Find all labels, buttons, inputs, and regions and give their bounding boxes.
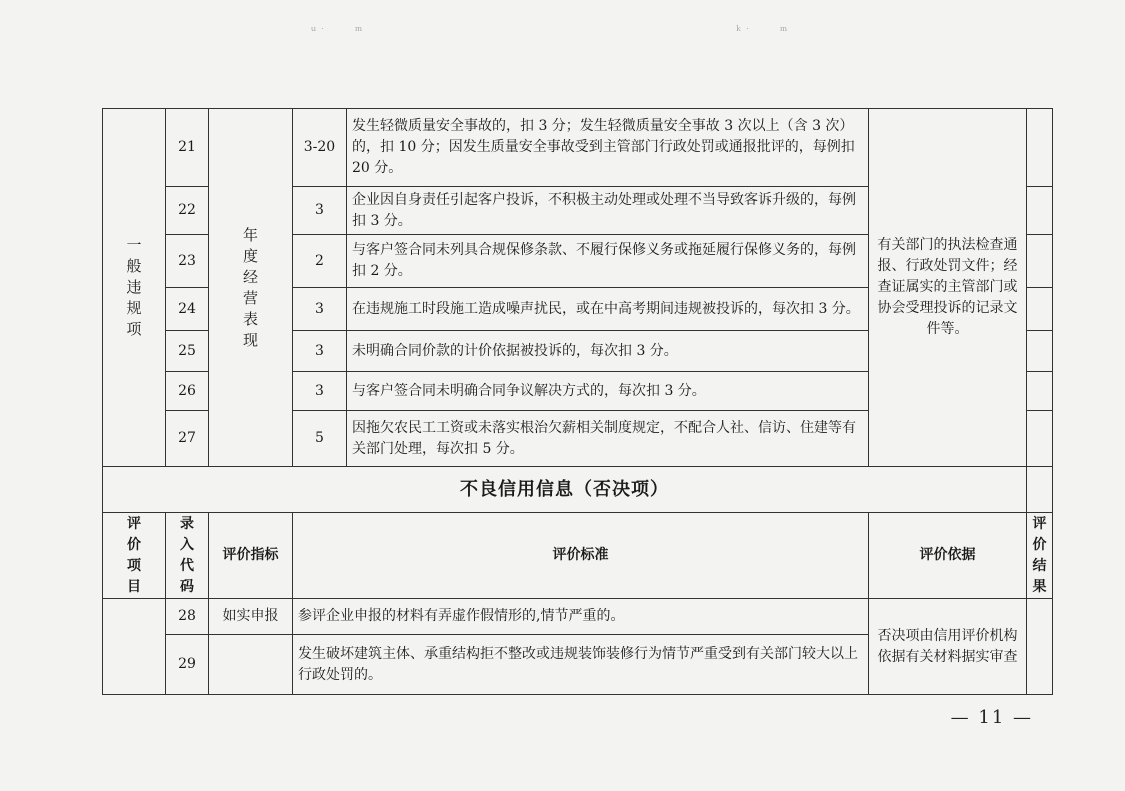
section-title: 不良信用信息（否决项） xyxy=(103,467,1027,513)
table-row xyxy=(103,599,1053,635)
standard-cell: 未明确合同价款的计价依据被投诉的，每次扣 3 分。 xyxy=(347,331,869,372)
code-cell: 21 xyxy=(166,109,209,187)
standard-cell: 发生破坏建筑主体、承重结构拒不整改或违规装饰装修行为情节严重受到有关部门较大以上行政处罚的。 xyxy=(293,635,869,695)
result-cell xyxy=(1027,599,1053,695)
code-cell: 28 xyxy=(166,599,209,635)
code-cell: 27 xyxy=(166,411,209,467)
category-cell: 一 般 违 规 项 xyxy=(103,109,166,467)
standard-cell: 在违规施工时段施工造成噪声扰民，或在中高考期间违规被投诉的，每次扣 3 分。 xyxy=(347,288,869,331)
code-cell: 26 xyxy=(166,372,209,411)
score-cell: 3 xyxy=(293,372,347,411)
table-row xyxy=(103,109,1053,187)
header-item: 评 价 项 目 xyxy=(103,513,166,599)
score-cell: 3 xyxy=(293,331,347,372)
score-cell: 5 xyxy=(293,411,347,467)
code-cell: 23 xyxy=(166,235,209,288)
indicator-cell: 年 度 经 营 表 现 xyxy=(209,109,293,467)
item-cell xyxy=(103,599,166,695)
standard-cell: 参评企业申报的材料有弄虚作假情形的,情节严重的。 xyxy=(293,599,869,635)
result-cell xyxy=(1027,235,1053,288)
header-mark: ｍ xyxy=(355,25,363,33)
header-indicator: 评价指标 xyxy=(209,513,293,599)
result-cell xyxy=(1027,467,1053,513)
standard-cell: 与客户签合同未列具合规保修条款、不履行保修义务或拖延履行保修义务的，每例扣 2 分。 xyxy=(347,235,869,288)
indicator-cell xyxy=(209,635,293,695)
score-cell: 3 xyxy=(293,288,347,331)
score-cell: 3 xyxy=(293,187,347,235)
header-code: 录 入 代 码 xyxy=(166,513,209,599)
standard-cell: 发生轻微质量安全事故的，扣 3 分；发生轻微质量安全事故 3 次以上（含 3 次）的，扣 10 分；因发生质量安全事故受到主管部门行政处罚或通报批评的，每例扣 20 分。 xyxy=(347,109,869,187)
lower-header-row xyxy=(103,513,1053,599)
code-cell: 22 xyxy=(166,187,209,235)
credit-evaluation-table xyxy=(102,108,1053,695)
standard-cell: 与客户签合同未明确合同争议解决方式的，每次扣 3 分。 xyxy=(347,372,869,411)
basis-cell: 否决项由信用评价机构依据有关材料据实审查 xyxy=(869,599,1027,695)
result-cell xyxy=(1027,372,1053,411)
code-cell: 24 xyxy=(166,288,209,331)
header-mark: ｕ · xyxy=(310,25,325,33)
standard-cell: 企业因自身责任引起客户投诉，不积极主动处理或处理不当导致客诉升级的，每例扣 3 分。 xyxy=(347,187,869,235)
score-cell: 2 xyxy=(293,235,347,288)
result-cell xyxy=(1027,288,1053,331)
page-header-marks xyxy=(0,24,1125,36)
score-cell: 3-20 xyxy=(293,109,347,187)
page-number: — 11 — xyxy=(950,707,1033,728)
code-cell: 25 xyxy=(166,331,209,372)
header-basis: 评价依据 xyxy=(869,513,1027,599)
result-cell xyxy=(1027,187,1053,235)
header-mark: ｋ · xyxy=(735,25,750,33)
header-standard: 评价标准 xyxy=(293,513,869,599)
code-cell: 29 xyxy=(166,635,209,695)
result-cell xyxy=(1027,331,1053,372)
basis-cell: 有关部门的执法检查通报、行政处罚文件；经查证属实的主管部门或协会受理投诉的记录文件等。 xyxy=(869,109,1027,467)
section-title-row xyxy=(103,467,1053,513)
header-result: 评 价 结 果 xyxy=(1027,513,1053,599)
indicator-cell: 如实申报 xyxy=(209,599,293,635)
standard-cell: 因拖欠农民工工资或未落实根治欠薪相关制度规定，不配合人社、信访、住建等有关部门处理，每次扣 5 分。 xyxy=(347,411,869,467)
header-mark: ｍ xyxy=(780,25,788,33)
result-cell xyxy=(1027,109,1053,187)
result-cell xyxy=(1027,411,1053,467)
